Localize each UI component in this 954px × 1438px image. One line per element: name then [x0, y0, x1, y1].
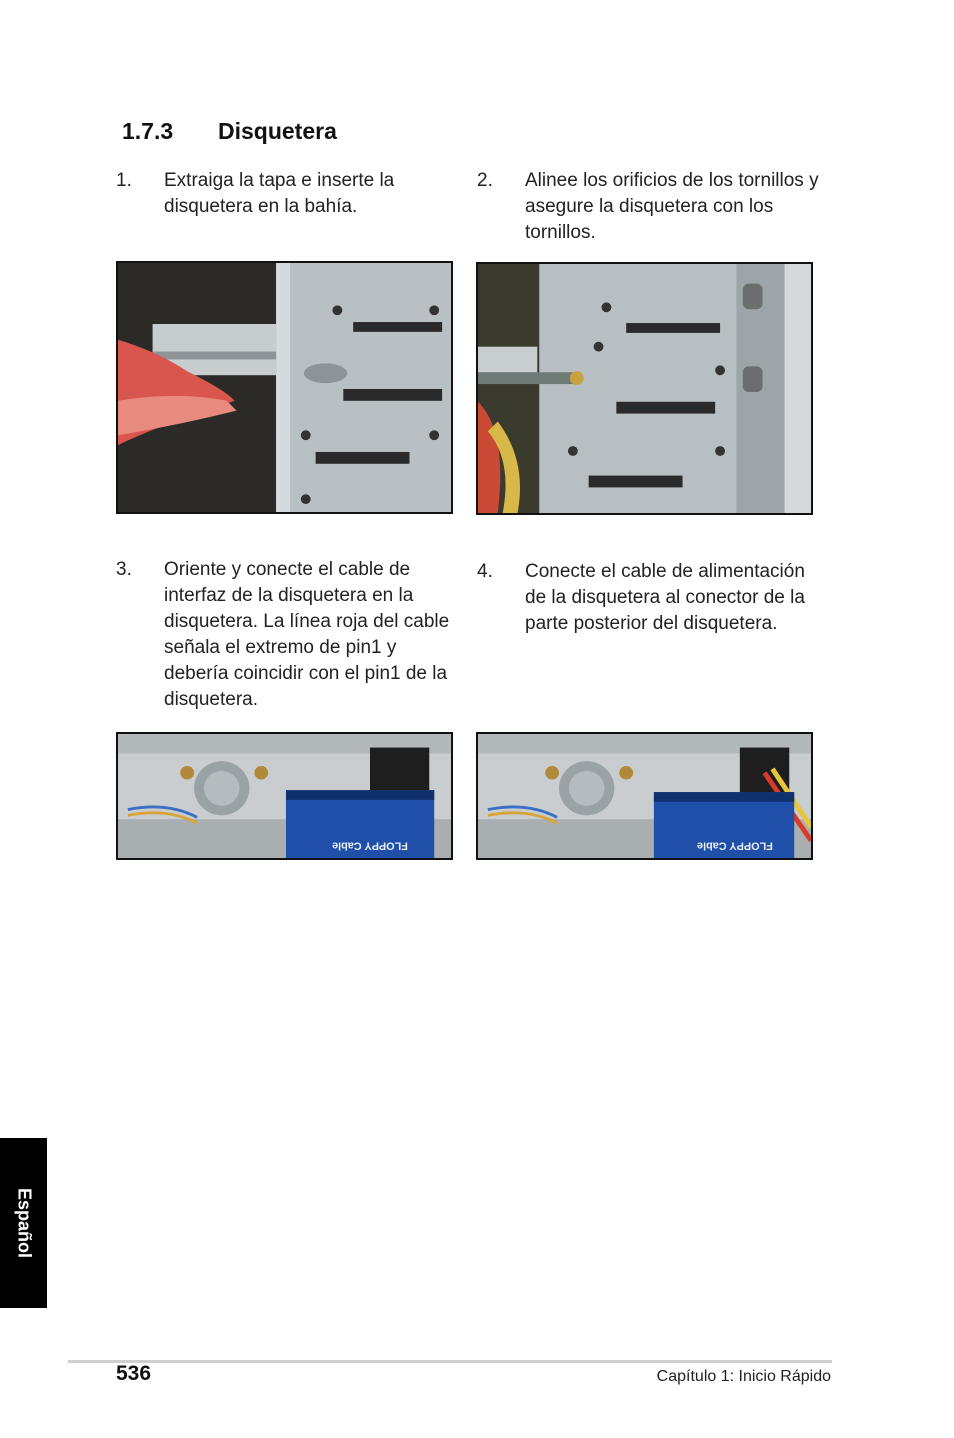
cable-label-text: FLOPPY Cable [697, 839, 773, 852]
language-side-tab [0, 1138, 47, 1308]
section-number: 1.7.3 [122, 118, 174, 144]
photo-screw-floppy-drive [476, 262, 813, 515]
step-number: 3. [116, 559, 132, 580]
step-number: 2. [477, 170, 493, 191]
language-label: Español [14, 1187, 34, 1259]
footer-divider [68, 1360, 832, 1363]
page-number: 536 [116, 1362, 152, 1385]
section-heading [122, 118, 337, 145]
photo-connect-interface-cable [116, 732, 453, 860]
step-text: Conecte el cable de alimentación de la disquetera al conector de la parte posterior del disquetera. [525, 561, 805, 634]
chapter-title: Capítulo 1: Inicio Rápido [656, 1368, 831, 1385]
step-number: 4. [477, 561, 493, 582]
step-text: Alinee los orificios de los tornillos y asegure la disquetera con los tornillos. [525, 170, 819, 243]
cable-label-text: FLOPPY Cable [332, 839, 408, 852]
step-text: Extraiga la tapa e inserte la disquetera en la bahía. [164, 170, 395, 217]
step-text: Oriente y conecte el cable de interfaz de la disquetera en la disquetera. La línea roja del cable señala el extremo de pin1 y debería coincidir con el pin1 de la disquetera. [164, 559, 450, 710]
photo-connect-power-cable [476, 732, 813, 860]
photo-insert-floppy-drive [116, 261, 453, 514]
step-number: 1. [116, 170, 132, 191]
section-title: Disquetera [218, 118, 337, 144]
